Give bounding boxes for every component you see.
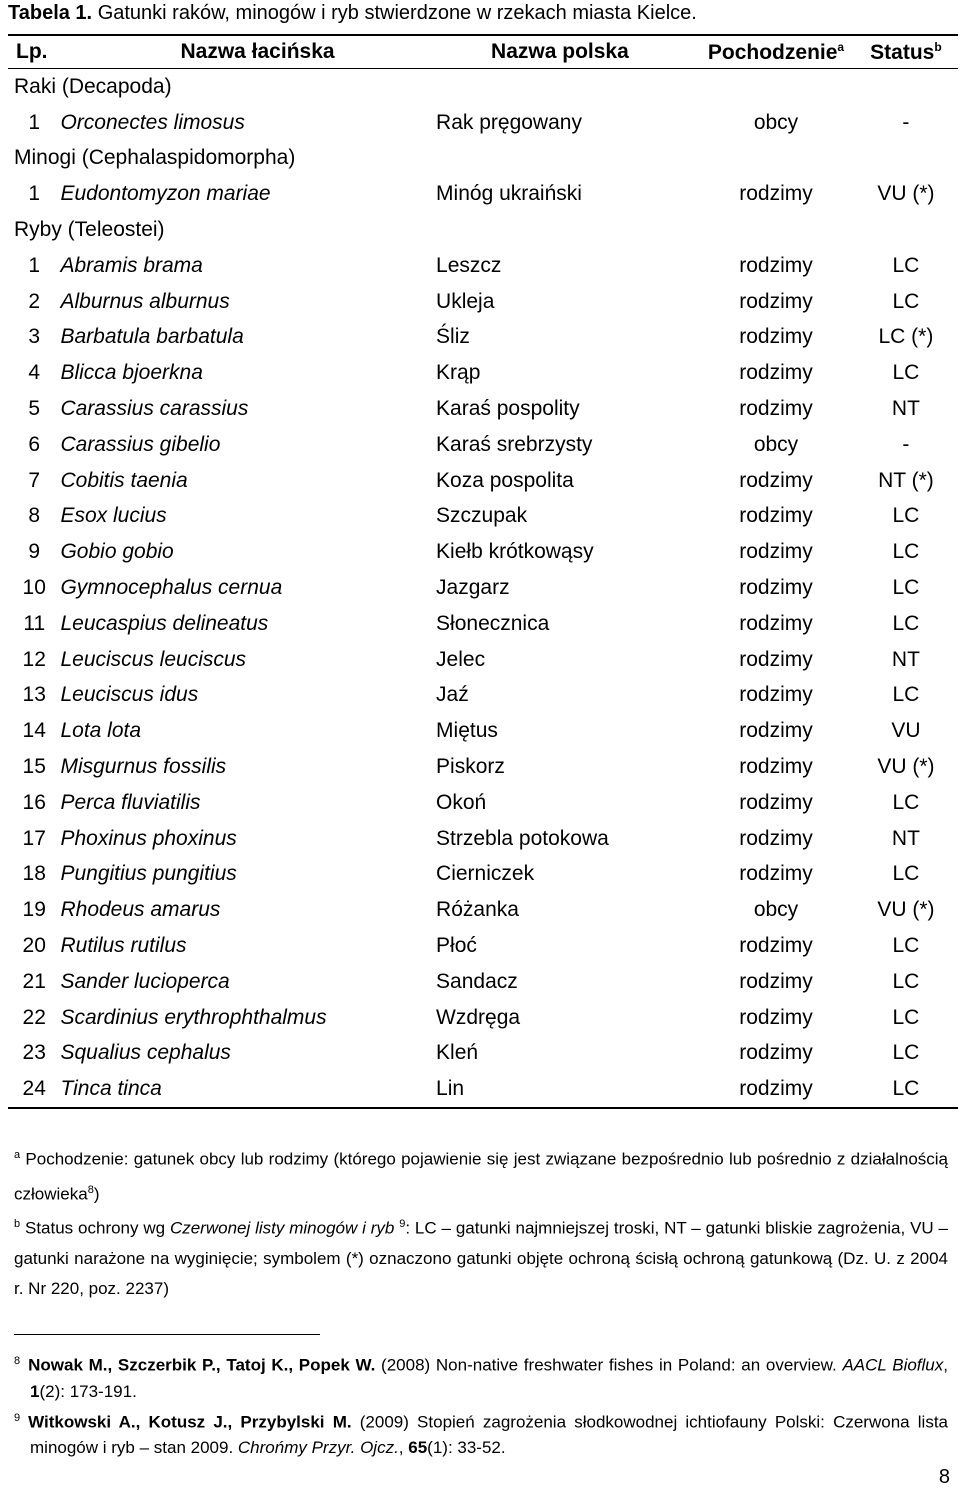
cell-status: LC bbox=[854, 1071, 958, 1108]
footnote-9-number: 9 bbox=[14, 1411, 21, 1424]
cell-status: LC bbox=[892, 253, 920, 277]
cell-latin-name: Barbatula barbatula bbox=[60, 325, 244, 349]
group-row bbox=[8, 69, 958, 105]
cell-status: LC bbox=[892, 1005, 920, 1029]
cell-origin: rodzimy bbox=[739, 790, 813, 814]
cell-status: VU bbox=[891, 719, 921, 743]
cell-number: 8 bbox=[28, 504, 41, 528]
cell-latin-name: Blicca bjoerkna bbox=[60, 361, 203, 385]
table-row bbox=[8, 749, 958, 785]
cell-number: 24 bbox=[8, 1071, 60, 1108]
cell-latin-name: Phoxinus phoxinus bbox=[60, 826, 237, 850]
cell-origin: obcy bbox=[753, 432, 799, 456]
cell-status: LC bbox=[892, 862, 920, 886]
cell-latin-name: Gymnocephalus cernua bbox=[60, 576, 283, 600]
cell-origin: rodzimy bbox=[739, 182, 813, 206]
header-lp: Lp. bbox=[8, 35, 60, 69]
footnote-9-journal: Chrońmy Przyr. Ojcz. bbox=[237, 1438, 399, 1458]
cell-origin: rodzimy bbox=[739, 468, 813, 492]
cell-number: 18 bbox=[22, 862, 46, 886]
cell-latin-name: Orconectes limosus bbox=[60, 110, 245, 134]
note-b-text-1: Status ochrony wg bbox=[24, 1218, 170, 1238]
cell-status: - bbox=[902, 110, 910, 134]
cell-origin: rodzimy bbox=[739, 934, 813, 958]
cell-polish-name: Płoć bbox=[436, 934, 477, 958]
cell-number: 7 bbox=[28, 468, 41, 492]
cell-polish-name: Różanka bbox=[436, 898, 519, 922]
cell-polish-name: Lin bbox=[436, 1071, 698, 1108]
header-origin-sup: a bbox=[837, 39, 845, 54]
note-a-end: ) bbox=[93, 1184, 100, 1204]
group-name: Minogi (Cephalaspidomorpha) bbox=[14, 146, 296, 170]
cell-polish-name: Strzebla potokowa bbox=[436, 826, 609, 850]
table-row bbox=[8, 606, 958, 642]
cell-polish-name: Koza pospolita bbox=[436, 468, 574, 492]
cell-latin-name: Rutilus rutilus bbox=[60, 934, 187, 958]
cell-latin-name: Rhodeus amarus bbox=[60, 898, 221, 922]
cell-origin: rodzimy bbox=[739, 969, 813, 993]
cell-status: NT bbox=[891, 647, 920, 671]
cell-polish-name: Leszcz bbox=[436, 253, 502, 277]
cell-latin-name: Scardinius erythrophthalmus bbox=[60, 1005, 327, 1029]
cell-status: NT (*) bbox=[878, 468, 934, 492]
caption-label: Tabela 1. bbox=[8, 2, 93, 24]
cell-origin: rodzimy bbox=[739, 253, 813, 277]
cell-polish-name: Karaś pospolity bbox=[436, 397, 580, 421]
cell-status: LC bbox=[892, 934, 920, 958]
cell-latin-name: Gobio gobio bbox=[60, 540, 174, 564]
cell-origin: rodzimy bbox=[739, 540, 813, 564]
cell-origin: rodzimy bbox=[739, 289, 813, 313]
header-status bbox=[854, 35, 958, 69]
cell-status: LC bbox=[892, 611, 920, 635]
table-row bbox=[8, 928, 958, 964]
footnote-9-title: (2009) Stopień zagrożenia słodkowodnej ichtiofauny Polski: Czerwona lista minogów i ryb – stan 2009. bbox=[30, 1412, 948, 1458]
footnote-9-pages: (1): 33-52. bbox=[427, 1438, 506, 1458]
cell-status: VU (*) bbox=[877, 182, 935, 206]
cell-number: 12 bbox=[22, 647, 46, 671]
table-header bbox=[8, 35, 958, 69]
cell-status: VU (*) bbox=[877, 898, 935, 922]
cell-origin: rodzimy bbox=[739, 862, 813, 886]
cell-polish-name: Krąp bbox=[436, 361, 481, 385]
cell-polish-name: Jelec bbox=[436, 647, 486, 671]
cell-polish-name: Rak pręgowany bbox=[436, 110, 582, 134]
cell-latin-name: Perca fluviatilis bbox=[60, 790, 201, 814]
cell-latin-name: Leuciscus idus bbox=[60, 683, 199, 707]
footnote-8-authors: Nowak M., Szczerbik P., Tatoj K., Popek W. bbox=[28, 1355, 376, 1375]
cell-origin: rodzimy bbox=[739, 683, 813, 707]
cell-latin-name: Squalius cephalus bbox=[60, 1041, 231, 1065]
cell-number: 4 bbox=[28, 361, 41, 385]
cell-origin: obcy bbox=[753, 898, 799, 922]
footnote-8-journal: AACL Bioflux bbox=[842, 1355, 944, 1375]
cell-number: 1 bbox=[28, 182, 41, 206]
cell-latin-name: Abramis brama bbox=[60, 253, 203, 277]
cell-polish-name: Wzdręga bbox=[436, 1005, 521, 1029]
cell-latin-name: Misgurnus fossilis bbox=[60, 755, 227, 779]
table-body bbox=[8, 69, 958, 1109]
cell-status: LC bbox=[892, 683, 920, 707]
table-row bbox=[8, 427, 958, 463]
table-row bbox=[8, 284, 958, 320]
note-b-text-2: : LC – gatunki najmniejszej troski, NT – gatunki bliskie zagrożenia, VU – gatunki narażone na wyginięcie; symbolem (*) oznaczono gatunki objęte ochroną ścisłą ochroną gatunkową (Dz. U. z 2004 r. Nr 220, poz. 2237) bbox=[14, 1218, 948, 1298]
table-row bbox=[8, 248, 958, 284]
table-row bbox=[8, 534, 958, 570]
cell-polish-name: Słonecznica bbox=[436, 611, 550, 635]
cell-polish-name: Kiełb krótkowąsy bbox=[436, 540, 594, 564]
cell-polish-name: Sandacz bbox=[436, 969, 518, 993]
cell-status: LC bbox=[892, 969, 920, 993]
cell-latin-name: Carassius gibelio bbox=[60, 432, 221, 456]
table-row bbox=[8, 1071, 958, 1108]
cell-status: LC bbox=[892, 504, 920, 528]
cell-status: LC bbox=[892, 361, 920, 385]
table-row bbox=[8, 1036, 958, 1072]
cell-status: LC bbox=[892, 1041, 920, 1065]
footnote-9-sep: , bbox=[398, 1438, 409, 1458]
header-row bbox=[8, 35, 958, 69]
footnote-8 bbox=[14, 1348, 948, 1405]
cell-origin: rodzimy bbox=[739, 1005, 813, 1029]
cell-number: 1 bbox=[28, 110, 41, 134]
cell-number: 14 bbox=[22, 719, 46, 743]
note-a-text: Pochodzenie: gatunek obcy lub rodzimy (którego pojawienie się jest związane bezpośrednio lub pośrednio z działalnością człowieka bbox=[14, 1149, 949, 1204]
cell-latin-name: Esox lucius bbox=[60, 504, 167, 528]
cell-latin-name: Lota lota bbox=[60, 719, 142, 743]
cell-status: NT bbox=[891, 826, 920, 850]
table-row bbox=[8, 499, 958, 535]
header-status-label: Status bbox=[870, 40, 935, 64]
cell-polish-name: Miętus bbox=[436, 719, 498, 743]
cell-number: 13 bbox=[22, 683, 46, 707]
group-name: Raki (Decapoda) bbox=[14, 74, 172, 98]
cell-origin: rodzimy bbox=[739, 576, 813, 600]
table-row bbox=[8, 642, 958, 678]
cell-number: 9 bbox=[28, 540, 41, 564]
header-origin-label: Pochodzenie bbox=[707, 40, 838, 64]
note-b-marker: b bbox=[14, 1218, 21, 1231]
table-row bbox=[8, 176, 958, 212]
cell-polish-name: Okoń bbox=[436, 790, 487, 814]
footnote-9-volume: 65 bbox=[408, 1438, 428, 1458]
cell-polish-name: Cierniczek bbox=[436, 862, 535, 886]
cell-status: LC bbox=[892, 289, 920, 313]
cell-polish-name: Karaś srebrzysty bbox=[436, 432, 593, 456]
footnote-8-number: 8 bbox=[14, 1355, 21, 1367]
table-row bbox=[8, 105, 958, 141]
cell-latin-name: Tinca tinca bbox=[60, 1071, 436, 1108]
cell-number: 15 bbox=[22, 755, 46, 779]
table-row bbox=[8, 678, 958, 714]
cell-number: 10 bbox=[22, 576, 46, 600]
cell-status: LC (*) bbox=[878, 325, 934, 349]
table-row bbox=[8, 320, 958, 356]
header-latin-name: Nazwa łacińska bbox=[60, 35, 436, 69]
header-origin bbox=[698, 35, 854, 69]
note-a bbox=[14, 1140, 948, 1209]
cell-polish-name: Szczupak bbox=[436, 504, 528, 528]
cell-number: 6 bbox=[28, 432, 41, 456]
cell-number: 3 bbox=[28, 325, 41, 349]
footnote-separator bbox=[14, 1334, 320, 1335]
note-a-ref: 8 bbox=[87, 1183, 94, 1196]
cell-polish-name: Ukleja bbox=[436, 289, 495, 313]
table-row bbox=[8, 713, 958, 749]
cell-latin-name: Pungitius pungitius bbox=[60, 862, 237, 886]
footnote-8-volume: 1 bbox=[30, 1381, 40, 1401]
note-b-italic: Czerwonej listy minogów i ryb bbox=[169, 1218, 395, 1238]
cell-polish-name: Piskorz bbox=[436, 755, 505, 779]
cell-polish-name: Kleń bbox=[436, 1041, 479, 1065]
cell-polish-name: Jazgarz bbox=[436, 576, 510, 600]
cell-polish-name: Jaź bbox=[436, 683, 469, 707]
table-row bbox=[8, 857, 958, 893]
cell-origin: rodzimy bbox=[739, 755, 813, 779]
cell-status: VU (*) bbox=[877, 755, 935, 779]
cell-number: 20 bbox=[22, 934, 46, 958]
table-row bbox=[8, 391, 958, 427]
cell-number: 21 bbox=[22, 969, 46, 993]
footnote-9 bbox=[14, 1405, 948, 1462]
table-row bbox=[8, 964, 958, 1000]
cell-latin-name: Alburnus alburnus bbox=[60, 289, 230, 313]
cell-origin: rodzimy bbox=[739, 325, 813, 349]
footnote-8-sep: , bbox=[943, 1355, 948, 1375]
cell-number: 2 bbox=[28, 289, 41, 313]
table-notes bbox=[14, 1140, 948, 1304]
table-row bbox=[8, 570, 958, 606]
note-b-ref: 9 bbox=[399, 1218, 406, 1231]
cell-latin-name: Eudontomyzon mariae bbox=[60, 182, 271, 206]
group-name: Ryby (Teleostei) bbox=[14, 218, 165, 242]
header-status-sup: b bbox=[934, 39, 942, 54]
footnotes bbox=[14, 1348, 948, 1461]
cell-number: 16 bbox=[22, 790, 46, 814]
cell-status: LC bbox=[892, 576, 920, 600]
cell-number: 23 bbox=[22, 1041, 46, 1065]
note-a-marker: a bbox=[14, 1149, 21, 1161]
group-row bbox=[8, 141, 958, 177]
cell-origin: rodzimy bbox=[739, 397, 813, 421]
cell-polish-name: Minóg ukraiński bbox=[436, 182, 582, 206]
cell-origin: rodzimy bbox=[739, 361, 813, 385]
header-polish-name: Nazwa polska bbox=[436, 35, 698, 69]
cell-origin: rodzimy bbox=[739, 826, 813, 850]
table-caption bbox=[8, 0, 697, 26]
table-row bbox=[8, 355, 958, 391]
cell-status: NT bbox=[891, 397, 920, 421]
cell-origin: rodzimy bbox=[739, 1041, 813, 1065]
cell-number: 17 bbox=[22, 826, 46, 850]
cell-status: - bbox=[902, 432, 910, 456]
cell-number: 11 bbox=[23, 611, 46, 635]
footnote-9-authors: Witkowski A., Kotusz J., Przybylski M. bbox=[28, 1412, 352, 1432]
cell-latin-name: Leucaspius delineatus bbox=[60, 611, 269, 635]
table-row bbox=[8, 785, 958, 821]
cell-number: 19 bbox=[22, 898, 46, 922]
cell-origin: rodzimy bbox=[739, 611, 813, 635]
cell-status: LC bbox=[892, 790, 920, 814]
table-row bbox=[8, 463, 958, 499]
cell-number: 1 bbox=[28, 253, 41, 277]
footnote-8-title: (2008) Non-native freshwater fishes in Poland: an overview. bbox=[375, 1355, 843, 1375]
page-number: 8 bbox=[938, 1466, 950, 1488]
cell-latin-name: Carassius carassius bbox=[60, 397, 249, 421]
table-row bbox=[8, 892, 958, 928]
cell-origin: rodzimy bbox=[739, 719, 813, 743]
cell-polish-name: Śliz bbox=[436, 325, 470, 349]
footnote-8-pages: (2): 173-191. bbox=[39, 1381, 137, 1401]
cell-origin: rodzimy bbox=[698, 1071, 854, 1108]
caption-text: Gatunki raków, minogów i ryb stwierdzone w rzekach miasta Kielce. bbox=[97, 2, 697, 24]
group-row bbox=[8, 212, 958, 248]
cell-latin-name: Sander lucioperca bbox=[60, 969, 230, 993]
cell-origin: obcy bbox=[753, 110, 799, 134]
cell-latin-name: Cobitis taenia bbox=[60, 468, 188, 492]
cell-number: 22 bbox=[22, 1005, 46, 1029]
species-table bbox=[8, 34, 958, 1109]
note-b bbox=[14, 1209, 948, 1304]
table-row bbox=[8, 821, 958, 857]
table-row bbox=[8, 1000, 958, 1036]
cell-origin: rodzimy bbox=[739, 647, 813, 671]
cell-status: LC bbox=[892, 540, 920, 564]
cell-number: 5 bbox=[28, 397, 41, 421]
cell-latin-name: Leuciscus leuciscus bbox=[60, 647, 247, 671]
cell-origin: rodzimy bbox=[739, 504, 813, 528]
